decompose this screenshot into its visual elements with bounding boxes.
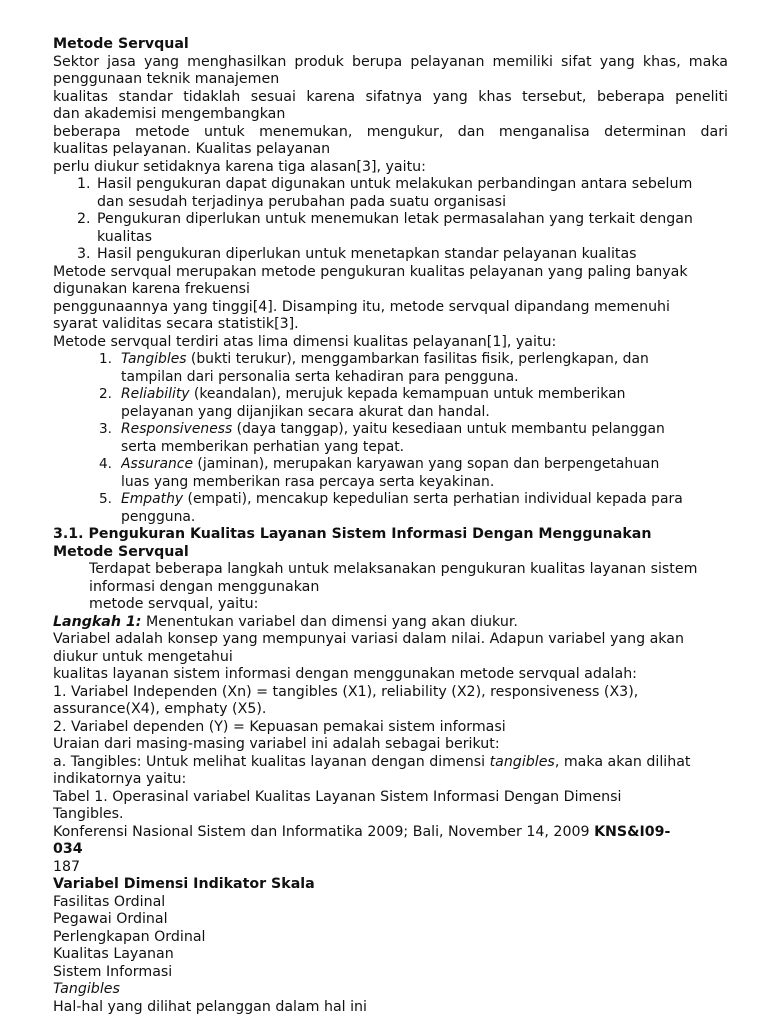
list-number: 5. [99, 491, 112, 507]
table-row: Kualitas Layanan [53, 946, 174, 962]
dimensions-list [53, 351, 728, 526]
list-item-text: kualitas [97, 228, 152, 245]
dimension-term: Empathy [121, 491, 184, 507]
dimension-term: Responsiveness [121, 421, 233, 437]
list-item-text: serta memberikan perhatian yang tepat. [121, 438, 405, 455]
list-item-text: Hasil pengukuran dapat digunakan untuk melakukan perbandingan antara sebelum [97, 176, 693, 192]
reasons-list [53, 176, 728, 264]
paragraph-line: assurance(X4), emphaty (X5). [53, 701, 267, 717]
paragraph-line: kualitas pelayanan. Kualitas pelayanan [53, 141, 331, 157]
paragraph-line: perlu diukur setidaknya karena tiga alasan[3], yaitu: [53, 158, 426, 175]
conference-code: 034 [53, 841, 83, 857]
paragraph-line: metode servqual, yaitu: [89, 596, 259, 612]
list-number: 2. [99, 386, 112, 402]
paragraph-line: penggunaannya yang tinggi[4]. Disamping itu, metode servqual dipandang memenuhi [53, 298, 670, 315]
paragraph-line: Uraian dari masing-masing variabel ini adalah sebagai berikut: [53, 736, 500, 752]
list-item-text: dan sesudah terjadinya perubahan pada suatu organisasi [97, 193, 507, 210]
table-header: Variabel Dimensi Indikator Skala [53, 876, 315, 892]
dimension-term: Tangibles [121, 351, 187, 367]
list-item-text: (keandalan), merujuk kepada kemampuan untuk memberikan [189, 386, 626, 402]
paragraph-line: digunakan karena frekuensi [53, 281, 250, 297]
list-item-text: Hasil pengukuran diperlukan untuk menetapkan standar pelayanan kualitas [97, 246, 637, 262]
paragraph-line: indikatornya yaitu: [53, 771, 187, 787]
paragraph-line: Variabel adalah konsep yang mempunyai variasi dalam nilai. Adapun variabel yang akan [53, 631, 684, 647]
list-item [77, 211, 728, 246]
table-caption: Tangibles. [53, 806, 124, 822]
list-number: 4. [99, 456, 112, 472]
list-item [77, 176, 728, 211]
paragraph-line: syarat validitas secara statistik[3]. [53, 316, 299, 332]
page-number: 187 [53, 858, 81, 875]
dimension-label: Tangibles [53, 981, 120, 997]
list-item-text: (bukti terukur), menggambarkan fasilitas fisik, perlengkapan, dan [186, 351, 649, 367]
list-item-text: (daya tanggap), yaitu kesediaan untuk membantu pelanggan [232, 421, 665, 437]
indented-paragraph [53, 561, 728, 614]
paragraph-line: Metode servqual terdiri atas lima dimensi kualitas pelayanan[1], yaitu: [53, 333, 557, 350]
list-number: 1. [99, 351, 112, 367]
list-item [99, 386, 728, 421]
paragraph-line: penggunaan teknik manajemen [53, 71, 280, 87]
paragraph-line: 1. Variabel Independen (Xn) = tangibles (X1), reliability (X2), responsiveness (X3), [53, 683, 639, 700]
table-caption: Tabel 1. Operasinal variabel Kualitas Layanan Sistem Informasi Dengan Dimensi [53, 788, 622, 805]
subsection-heading: Metode Servqual [53, 543, 189, 560]
list-number: 3. [99, 421, 112, 437]
dimension-term: Reliability [121, 386, 190, 402]
list-item-text: luas yang memberikan rasa percaya serta keyakinan. [121, 473, 495, 490]
list-item-text: (empati), mencakup kepedulian serta perhatian individual kepada para [183, 491, 683, 507]
document-page [53, 36, 728, 1016]
conference-code: KNS&I09- [594, 823, 671, 840]
list-item-text: Pengukuran diperlukan untuk menemukan letak permasalahan yang terkait dengan [97, 211, 693, 227]
list-item [77, 246, 728, 264]
paragraph-text: a. Tangibles: Untuk melihat kualitas layanan dengan dimensi [53, 753, 490, 770]
paragraph-line: Metode servqual merupakan metode pengukuran kualitas pelayanan yang paling banyak [53, 263, 688, 280]
paragraph-line: dan akademisi mengembangkan [53, 106, 286, 122]
list-item-text: (jaminan), merupakan karyawan yang sopan dan berpengetahuan [193, 456, 660, 472]
paragraph-line: Terdapat beberapa langkah untuk melaksanakan pengukuran kualitas layanan sistem [89, 561, 698, 577]
list-number: 3. [77, 246, 91, 262]
step-label: Langkah 1: [53, 613, 142, 630]
subsection-heading: 3.1. Pengukuran Kualitas Layanan Sistem Informasi Dengan Menggunakan [53, 526, 652, 542]
paragraph-line: Sektor jasa yang menghasilkan produk berupa pelayanan memiliki sifat yang khas, maka [53, 53, 728, 70]
paragraph-line: Hal-hal yang dilihat pelanggan dalam hal ini [53, 998, 367, 1015]
table-row: Fasilitas Ordinal [53, 893, 166, 910]
section-title: Metode Servqual [53, 36, 189, 52]
conference-footer: Konferensi Nasional Sistem dan Informatika 2009; Bali, November 14, 2009 [53, 823, 595, 840]
step-text: Menentukan variabel dan dimensi yang akan diukur. [141, 613, 518, 630]
table-row: Sistem Informasi [53, 963, 173, 980]
paragraph-line: beberapa metode untuk menemukan, mengukur, dan menganalisa determinan dari [53, 123, 728, 140]
paragraph-line: informasi dengan menggunakan [89, 578, 320, 595]
list-item-text: pengguna. [121, 508, 196, 525]
list-item-text: tampilan dari personalia serta kehadiran para pengguna. [121, 368, 519, 385]
table-row: Perlengkapan Ordinal [53, 928, 206, 945]
list-number: 2. [77, 211, 91, 227]
paragraph-line: diukur untuk mengetahui [53, 648, 233, 665]
list-item-text: pelayanan yang dijanjikan secara akurat dan handal. [121, 403, 490, 420]
paragraph-text: , maka akan dilihat [554, 753, 691, 770]
paragraph-line: kualitas standar tidaklah sesuai karena sifatnya yang khas tersebut, beberapa peneliti [53, 88, 728, 105]
dimension-term: Assurance [121, 456, 193, 472]
list-item [99, 351, 728, 386]
list-number: 1. [77, 176, 91, 192]
paragraph-line: kualitas layanan sistem informasi dengan menggunakan metode servqual adalah: [53, 666, 637, 682]
list-item [99, 491, 728, 526]
table-row: Pegawai Ordinal [53, 911, 168, 927]
list-item [99, 421, 728, 456]
tangibles-term: tangibles [489, 753, 555, 770]
paragraph-line: 2. Variabel dependen (Y) = Kepuasan pemakai sistem informasi [53, 718, 506, 735]
list-item [99, 456, 728, 491]
